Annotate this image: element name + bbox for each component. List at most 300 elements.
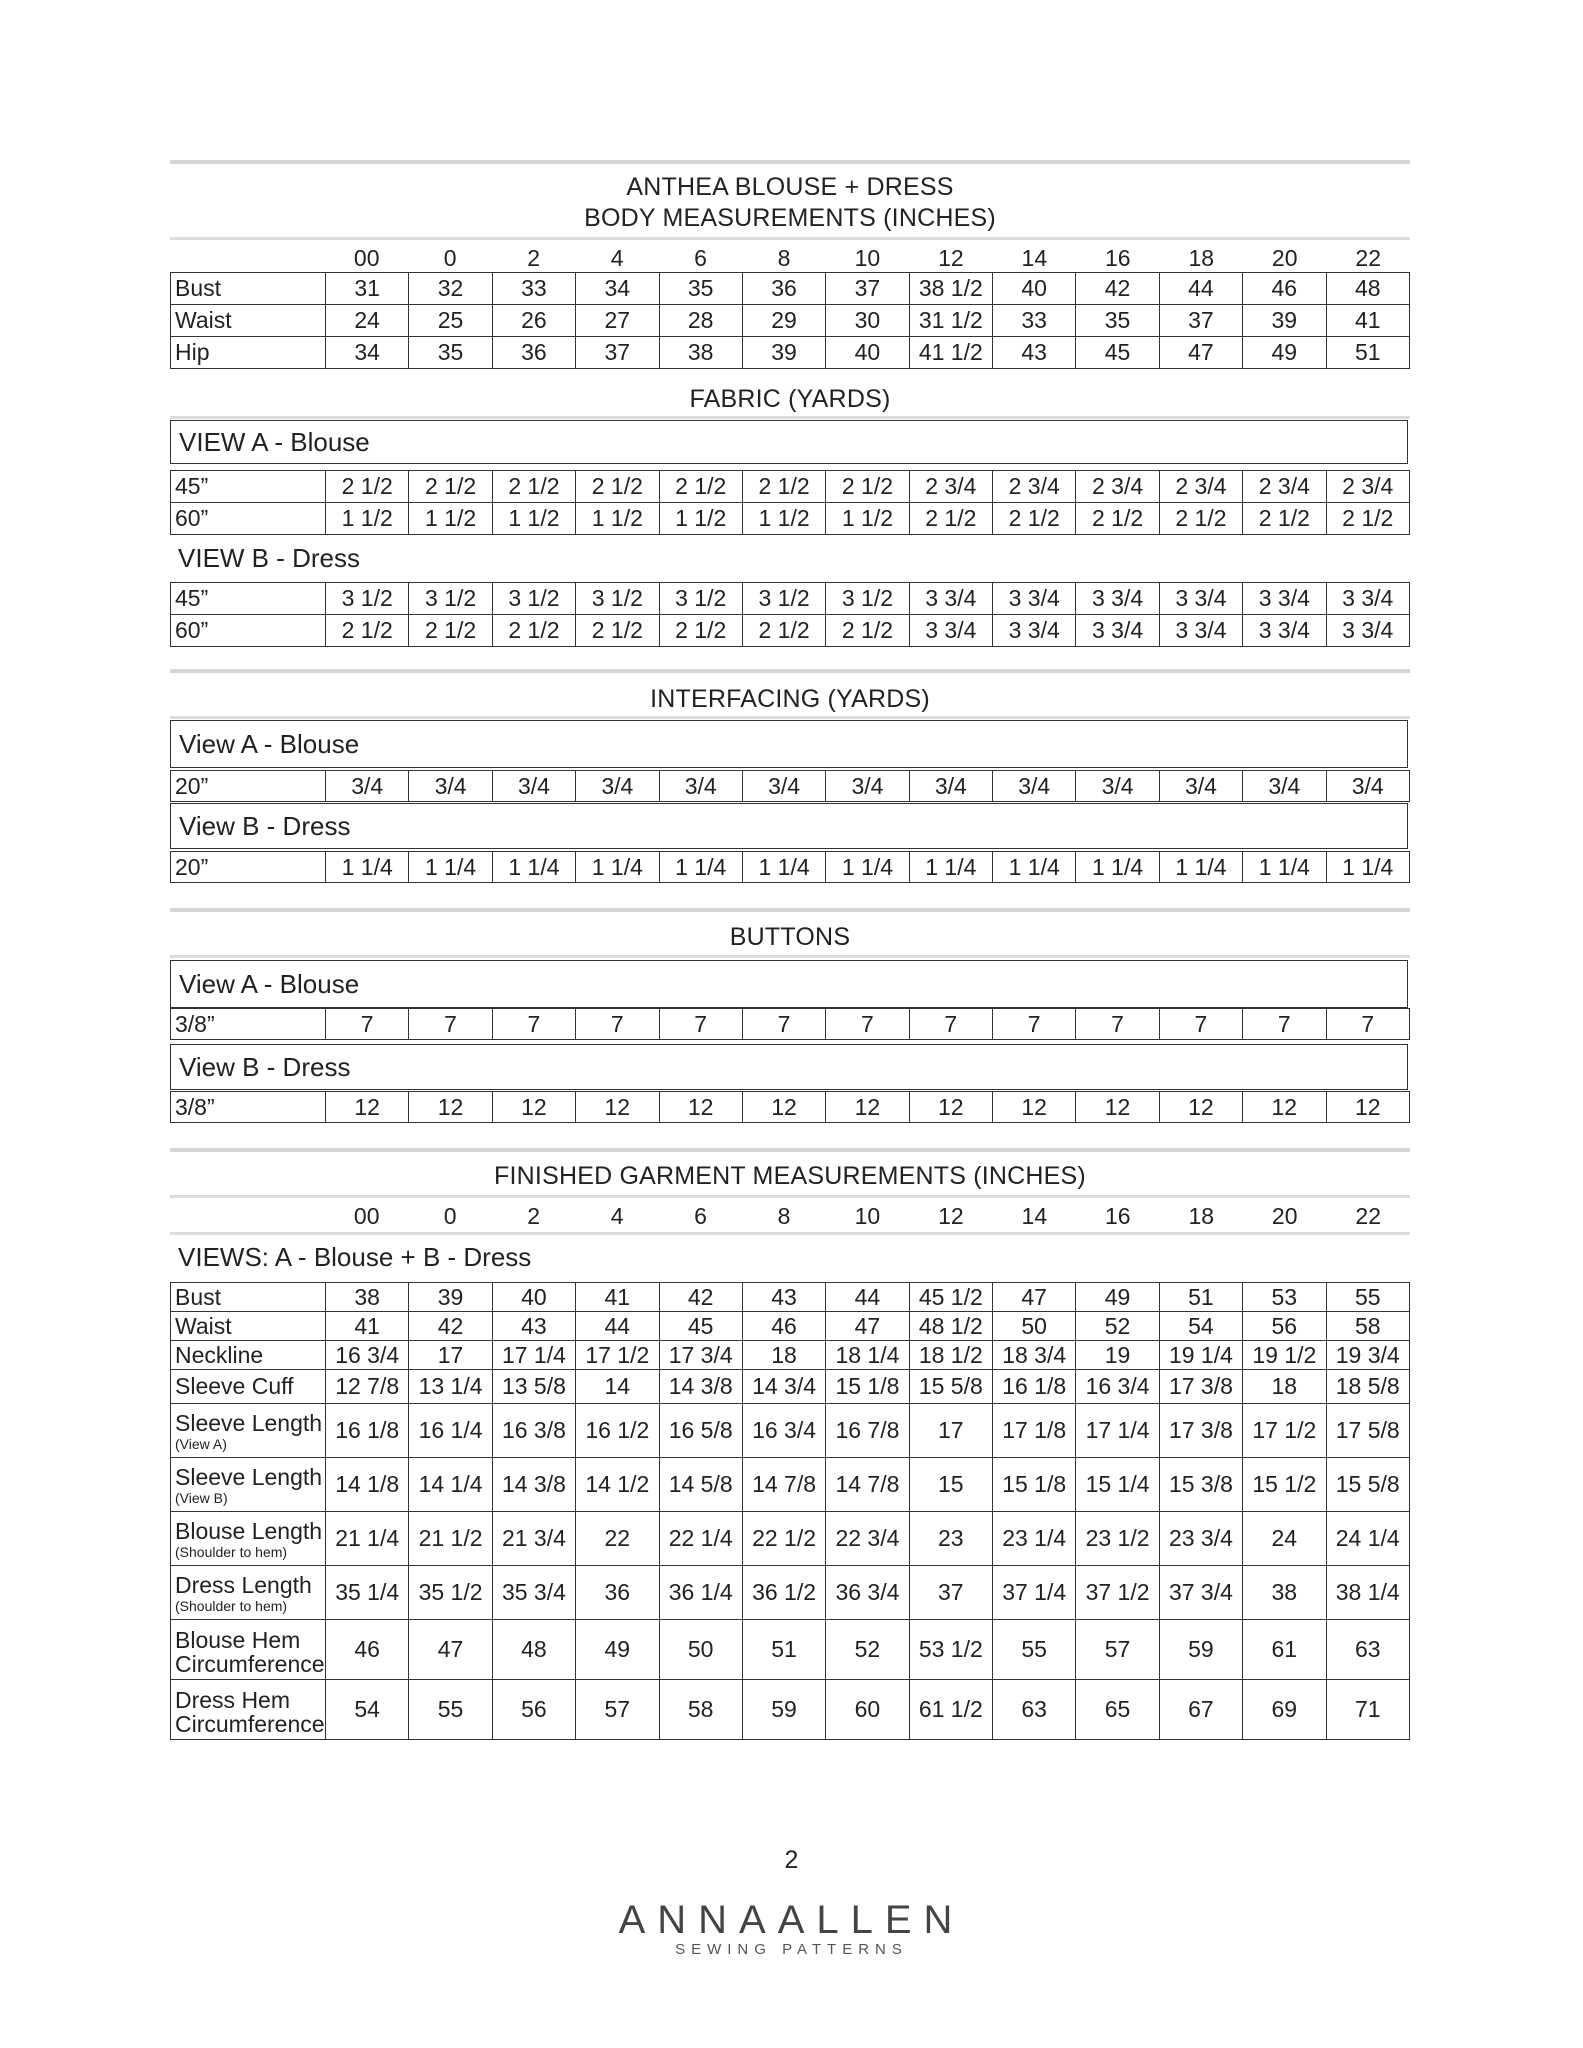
value-cell: 14 5/8 bbox=[659, 1458, 742, 1512]
value-cell: 18 5/8 bbox=[1326, 1370, 1410, 1404]
value-cell: 22 1/4 bbox=[659, 1512, 742, 1566]
value-cell: 7 bbox=[1326, 1009, 1410, 1040]
size-header: 16 bbox=[1105, 1202, 1131, 1229]
value-cell: 37 bbox=[826, 273, 909, 305]
row-label: 20” bbox=[171, 771, 326, 802]
value-cell: 38 1/2 bbox=[909, 273, 992, 305]
size-header: 22 bbox=[1355, 244, 1382, 271]
value-cell: 41 bbox=[576, 1283, 659, 1312]
value-cell: 38 1/4 bbox=[1326, 1566, 1410, 1620]
table-row bbox=[171, 852, 1410, 883]
value-cell: 3 3/4 bbox=[1159, 583, 1242, 615]
table-row bbox=[171, 1512, 1410, 1566]
body-measurements-heading: BODY MEASUREMENTS (INCHES) bbox=[584, 204, 996, 232]
value-cell: 1 1/2 bbox=[492, 503, 575, 535]
value-cell: 31 bbox=[326, 273, 409, 305]
value-cell: 45 1/2 bbox=[909, 1283, 992, 1312]
value-cell: 3 3/4 bbox=[1326, 583, 1410, 615]
table-row bbox=[171, 471, 1410, 503]
value-cell: 23 1/2 bbox=[1076, 1512, 1159, 1566]
value-cell: 40 bbox=[492, 1283, 575, 1312]
value-cell: 49 bbox=[1076, 1283, 1159, 1312]
row-label bbox=[171, 1512, 326, 1566]
size-header: 20 bbox=[1271, 244, 1298, 271]
value-cell: 2 1/2 bbox=[742, 615, 825, 647]
value-cell: 3 3/4 bbox=[993, 583, 1076, 615]
value-cell: 39 bbox=[409, 1283, 492, 1312]
size-header: 2 bbox=[527, 1202, 541, 1229]
value-cell: 13 5/8 bbox=[492, 1370, 575, 1404]
row-label: Waist bbox=[171, 305, 326, 337]
value-cell: 31 1/2 bbox=[909, 305, 992, 337]
value-cell: 1 1/2 bbox=[742, 503, 825, 535]
value-cell: 37 bbox=[909, 1566, 992, 1620]
value-cell: 55 bbox=[1326, 1283, 1410, 1312]
value-cell: 17 1/2 bbox=[576, 1341, 659, 1370]
value-cell: 3 3/4 bbox=[1076, 583, 1159, 615]
value-cell: 3 3/4 bbox=[1076, 615, 1159, 647]
value-cell: 3/4 bbox=[1159, 771, 1242, 802]
value-cell: 16 3/8 bbox=[492, 1404, 575, 1458]
logo-name: ANNAALLEN bbox=[618, 1898, 965, 1942]
value-cell: 51 bbox=[1326, 337, 1410, 369]
divider bbox=[170, 160, 1410, 164]
value-cell: 22 3/4 bbox=[826, 1512, 909, 1566]
value-cell: 35 3/4 bbox=[492, 1566, 575, 1620]
value-cell: 42 bbox=[659, 1283, 742, 1312]
size-header: 14 bbox=[1021, 1202, 1048, 1229]
finished-heading: FINISHED GARMENT MEASUREMENTS (INCHES) bbox=[494, 1162, 1086, 1190]
value-cell: 2 3/4 bbox=[1159, 471, 1242, 503]
fabric-heading: FABRIC (YARDS) bbox=[689, 385, 891, 413]
value-cell: 16 1/8 bbox=[993, 1370, 1076, 1404]
value-cell: 13 1/4 bbox=[409, 1370, 492, 1404]
value-cell: 3 3/4 bbox=[1326, 615, 1410, 647]
size-header: 10 bbox=[854, 1202, 881, 1229]
value-cell: 44 bbox=[576, 1312, 659, 1341]
divider bbox=[170, 237, 1410, 240]
table-row bbox=[171, 771, 1410, 802]
value-cell: 7 bbox=[326, 1009, 409, 1040]
size-header: 00 bbox=[353, 1202, 380, 1229]
value-cell: 3/4 bbox=[1076, 771, 1159, 802]
table-row bbox=[171, 1312, 1410, 1341]
value-cell: 17 5/8 bbox=[1326, 1404, 1410, 1458]
value-cell: 60 bbox=[826, 1680, 909, 1740]
value-cell: 7 bbox=[742, 1009, 825, 1040]
fabric-view-a-table bbox=[170, 470, 1410, 535]
value-cell: 15 1/4 bbox=[1076, 1458, 1159, 1512]
value-cell: 39 bbox=[1243, 305, 1326, 337]
buttons-view-a-label: View A - Blouse bbox=[179, 968, 360, 999]
value-cell: 46 bbox=[1243, 273, 1326, 305]
size-header: 6 bbox=[694, 1202, 707, 1229]
size-header: 12 bbox=[938, 244, 964, 271]
value-cell: 33 bbox=[492, 273, 575, 305]
size-header: 0 bbox=[443, 244, 457, 271]
value-cell: 16 1/4 bbox=[409, 1404, 492, 1458]
table-row bbox=[171, 305, 1410, 337]
value-cell: 23 bbox=[909, 1512, 992, 1566]
divider bbox=[170, 1232, 1410, 1235]
value-cell: 12 bbox=[409, 1092, 492, 1123]
row-label: 45” bbox=[171, 471, 326, 503]
value-cell: 3 3/4 bbox=[1243, 615, 1326, 647]
divider bbox=[170, 669, 1410, 673]
value-cell: 3 3/4 bbox=[909, 583, 992, 615]
value-cell: 52 bbox=[826, 1620, 909, 1680]
value-cell: 19 bbox=[1076, 1341, 1159, 1370]
divider bbox=[170, 416, 1410, 419]
table-row bbox=[171, 615, 1410, 647]
divider bbox=[170, 908, 1410, 912]
value-cell: 34 bbox=[576, 273, 659, 305]
value-cell: 12 bbox=[659, 1092, 742, 1123]
table-row bbox=[171, 1341, 1410, 1370]
size-header: 2 bbox=[527, 244, 541, 271]
row-label: Bust bbox=[171, 273, 326, 305]
value-cell: 15 5/8 bbox=[909, 1370, 992, 1404]
value-cell: 2 1/2 bbox=[326, 471, 409, 503]
value-cell: 35 1/2 bbox=[409, 1566, 492, 1620]
size-header-row bbox=[170, 245, 1410, 271]
value-cell: 23 3/4 bbox=[1159, 1512, 1242, 1566]
value-cell: 7 bbox=[1243, 1009, 1326, 1040]
value-cell: 55 bbox=[409, 1680, 492, 1740]
value-cell: 48 bbox=[492, 1620, 575, 1680]
value-cell: 3 1/2 bbox=[492, 583, 575, 615]
row-label bbox=[171, 1566, 326, 1620]
row-label: 3/8” bbox=[171, 1092, 326, 1123]
value-cell: 2 1/2 bbox=[409, 471, 492, 503]
value-cell: 3 1/2 bbox=[326, 583, 409, 615]
finished-measurements-table bbox=[170, 1282, 1410, 1740]
value-cell: 14 3/4 bbox=[742, 1370, 825, 1404]
value-cell: 3 1/2 bbox=[659, 583, 742, 615]
value-cell: 2 1/2 bbox=[326, 615, 409, 647]
size-header: 0 bbox=[443, 1202, 457, 1229]
value-cell: 32 bbox=[409, 273, 492, 305]
value-cell: 3/4 bbox=[1326, 771, 1410, 802]
pattern-title: ANTHEA BLOUSE + DRESS bbox=[626, 173, 954, 201]
value-cell: 46 bbox=[742, 1312, 825, 1341]
page-number: 2 bbox=[784, 1846, 799, 1874]
value-cell: 14 1/4 bbox=[409, 1458, 492, 1512]
size-header: 4 bbox=[610, 244, 624, 271]
value-cell: 14 7/8 bbox=[742, 1458, 825, 1512]
table-row bbox=[171, 337, 1410, 369]
value-cell: 17 1/2 bbox=[1243, 1404, 1326, 1458]
row-label: Dress Hem Circumference bbox=[171, 1680, 326, 1740]
value-cell: 69 bbox=[1243, 1680, 1326, 1740]
value-cell: 29 bbox=[742, 305, 825, 337]
row-label-text: Dress Length bbox=[175, 1572, 312, 1598]
value-cell: 1 1/4 bbox=[409, 852, 492, 883]
row-label-note: (View A) bbox=[175, 1436, 227, 1453]
value-cell: 41 bbox=[1326, 305, 1410, 337]
row-label: Blouse Hem Circumference bbox=[171, 1620, 326, 1680]
row-label-note: (Shoulder to hem) bbox=[175, 1598, 288, 1615]
buttons-view-a-table bbox=[170, 1008, 1410, 1040]
interfacing-view-a-label: View A - Blouse bbox=[179, 728, 360, 759]
value-cell: 18 1/4 bbox=[826, 1341, 909, 1370]
value-cell: 1 1/4 bbox=[1243, 852, 1326, 883]
value-cell: 1 1/4 bbox=[492, 852, 575, 883]
value-cell: 51 bbox=[1159, 1283, 1242, 1312]
value-cell: 1 1/4 bbox=[993, 852, 1076, 883]
value-cell: 12 bbox=[576, 1092, 659, 1123]
value-cell: 30 bbox=[826, 305, 909, 337]
interfacing-view-b-label: View B - Dress bbox=[179, 810, 351, 841]
value-cell: 41 bbox=[326, 1312, 409, 1341]
value-cell: 1 1/4 bbox=[326, 852, 409, 883]
value-cell: 38 bbox=[659, 337, 742, 369]
value-cell: 2 1/2 bbox=[409, 615, 492, 647]
value-cell: 16 3/4 bbox=[742, 1404, 825, 1458]
value-cell: 40 bbox=[993, 273, 1076, 305]
value-cell: 12 bbox=[909, 1092, 992, 1123]
value-cell: 41 1/2 bbox=[909, 337, 992, 369]
size-header: 18 bbox=[1188, 1202, 1215, 1229]
row-label-text: Sleeve Length bbox=[175, 1464, 323, 1490]
value-cell: 21 3/4 bbox=[492, 1512, 575, 1566]
value-cell: 3/4 bbox=[826, 771, 909, 802]
value-cell: 1 1/2 bbox=[326, 503, 409, 535]
value-cell: 15 bbox=[909, 1458, 992, 1512]
value-cell: 24 1/4 bbox=[1326, 1512, 1410, 1566]
table-row bbox=[171, 1092, 1410, 1123]
buttons-view-b-band bbox=[170, 1044, 1408, 1090]
size-header: 10 bbox=[854, 244, 881, 271]
value-cell: 17 3/8 bbox=[1159, 1404, 1242, 1458]
value-cell: 37 1/4 bbox=[993, 1566, 1076, 1620]
value-cell: 2 3/4 bbox=[993, 471, 1076, 503]
value-cell: 2 1/2 bbox=[1159, 503, 1242, 535]
value-cell: 63 bbox=[993, 1680, 1076, 1740]
value-cell: 47 bbox=[409, 1620, 492, 1680]
value-cell: 12 bbox=[826, 1092, 909, 1123]
value-cell: 7 bbox=[993, 1009, 1076, 1040]
value-cell: 61 bbox=[1243, 1620, 1326, 1680]
divider bbox=[170, 1148, 1410, 1152]
value-cell: 22 1/2 bbox=[742, 1512, 825, 1566]
value-cell: 1 1/4 bbox=[659, 852, 742, 883]
row-label: 45” bbox=[171, 583, 326, 615]
value-cell: 14 1/2 bbox=[576, 1458, 659, 1512]
value-cell: 28 bbox=[659, 305, 742, 337]
table-row bbox=[171, 1283, 1410, 1312]
value-cell: 36 1/2 bbox=[742, 1566, 825, 1620]
value-cell: 36 bbox=[742, 273, 825, 305]
body-measurements-table bbox=[170, 272, 1410, 369]
value-cell: 42 bbox=[409, 1312, 492, 1341]
value-cell: 45 bbox=[1076, 337, 1159, 369]
brand-logo bbox=[0, 1898, 1583, 1958]
interfacing-view-a-table bbox=[170, 770, 1410, 802]
value-cell: 12 bbox=[742, 1092, 825, 1123]
value-cell: 2 1/2 bbox=[1243, 503, 1326, 535]
value-cell: 3 3/4 bbox=[909, 615, 992, 647]
value-cell: 37 3/4 bbox=[1159, 1566, 1242, 1620]
value-cell: 59 bbox=[1159, 1620, 1242, 1680]
value-cell: 36 bbox=[492, 337, 575, 369]
value-cell: 21 1/4 bbox=[326, 1512, 409, 1566]
row-label: Hip bbox=[171, 337, 326, 369]
value-cell: 58 bbox=[659, 1680, 742, 1740]
value-cell: 3 3/4 bbox=[1243, 583, 1326, 615]
value-cell: 36 1/4 bbox=[659, 1566, 742, 1620]
value-cell: 45 bbox=[659, 1312, 742, 1341]
value-cell: 21 1/2 bbox=[409, 1512, 492, 1566]
value-cell: 71 bbox=[1326, 1680, 1410, 1740]
row-label: 20” bbox=[171, 852, 326, 883]
value-cell: 47 bbox=[1159, 337, 1242, 369]
table-row bbox=[171, 1680, 1410, 1740]
header-spacer bbox=[170, 245, 325, 271]
value-cell: 35 1/4 bbox=[326, 1566, 409, 1620]
value-cell: 37 bbox=[576, 337, 659, 369]
value-cell: 19 3/4 bbox=[1326, 1341, 1410, 1370]
value-cell: 2 1/2 bbox=[576, 471, 659, 503]
value-cell: 1 1/4 bbox=[826, 852, 909, 883]
value-cell: 54 bbox=[1159, 1312, 1242, 1341]
value-cell: 16 1/8 bbox=[326, 1404, 409, 1458]
value-cell: 40 bbox=[826, 337, 909, 369]
size-header: 00 bbox=[353, 244, 380, 271]
table-row bbox=[171, 1009, 1410, 1040]
value-cell: 14 3/8 bbox=[492, 1458, 575, 1512]
value-cell: 17 bbox=[909, 1404, 992, 1458]
row-label-note: (Shoulder to hem) bbox=[175, 1544, 288, 1561]
row-label-text: Blouse Length bbox=[175, 1518, 323, 1544]
fabric-view-a-band bbox=[170, 420, 1408, 464]
size-header: 14 bbox=[1021, 244, 1048, 271]
value-cell: 48 bbox=[1326, 273, 1410, 305]
fabric-view-b-table bbox=[170, 582, 1410, 647]
row-label-note: (View B) bbox=[175, 1490, 228, 1507]
value-cell: 18 1/2 bbox=[909, 1341, 992, 1370]
value-cell: 43 bbox=[742, 1283, 825, 1312]
value-cell: 7 bbox=[492, 1009, 575, 1040]
value-cell: 3/4 bbox=[742, 771, 825, 802]
value-cell: 35 bbox=[659, 273, 742, 305]
value-cell: 17 3/4 bbox=[659, 1341, 742, 1370]
value-cell: 2 1/2 bbox=[492, 471, 575, 503]
value-cell: 2 1/2 bbox=[659, 615, 742, 647]
value-cell: 3 3/4 bbox=[1159, 615, 1242, 647]
value-cell: 15 1/8 bbox=[826, 1370, 909, 1404]
value-cell: 14 1/8 bbox=[326, 1458, 409, 1512]
row-label bbox=[171, 1404, 326, 1458]
value-cell: 1 1/4 bbox=[1076, 852, 1159, 883]
table-row bbox=[171, 273, 1410, 305]
value-cell: 56 bbox=[492, 1680, 575, 1740]
value-cell: 18 bbox=[742, 1341, 825, 1370]
value-cell: 2 3/4 bbox=[1326, 471, 1410, 503]
value-cell: 55 bbox=[993, 1620, 1076, 1680]
row-label bbox=[171, 1458, 326, 1512]
value-cell: 15 1/2 bbox=[1243, 1458, 1326, 1512]
value-cell: 15 3/8 bbox=[1159, 1458, 1242, 1512]
value-cell: 2 1/2 bbox=[1326, 503, 1410, 535]
value-cell: 7 bbox=[659, 1009, 742, 1040]
value-cell: 17 3/8 bbox=[1159, 1370, 1242, 1404]
interfacing-view-a-band bbox=[170, 720, 1408, 768]
value-cell: 67 bbox=[1159, 1680, 1242, 1740]
value-cell: 2 1/2 bbox=[576, 615, 659, 647]
value-cell: 7 bbox=[826, 1009, 909, 1040]
value-cell: 26 bbox=[492, 305, 575, 337]
value-cell: 19 1/2 bbox=[1243, 1341, 1326, 1370]
value-cell: 1 1/4 bbox=[909, 852, 992, 883]
finished-size-header bbox=[170, 1203, 1410, 1229]
value-cell: 12 bbox=[1159, 1092, 1242, 1123]
divider bbox=[170, 1195, 1410, 1198]
value-cell: 2 1/2 bbox=[742, 471, 825, 503]
value-cell: 3/4 bbox=[909, 771, 992, 802]
value-cell: 24 bbox=[326, 305, 409, 337]
value-cell: 38 bbox=[1243, 1566, 1326, 1620]
value-cell: 46 bbox=[326, 1620, 409, 1680]
value-cell: 47 bbox=[993, 1283, 1076, 1312]
interfacing-view-b-band bbox=[170, 803, 1408, 849]
value-cell: 3/4 bbox=[409, 771, 492, 802]
value-cell: 42 bbox=[1076, 273, 1159, 305]
value-cell: 3 3/4 bbox=[993, 615, 1076, 647]
value-cell: 59 bbox=[742, 1680, 825, 1740]
value-cell: 1 1/4 bbox=[576, 852, 659, 883]
value-cell: 15 5/8 bbox=[1326, 1458, 1410, 1512]
value-cell: 16 5/8 bbox=[659, 1404, 742, 1458]
row-label: Waist bbox=[171, 1312, 326, 1341]
fabric-view-a-label: VIEW A - Blouse bbox=[179, 426, 370, 457]
value-cell: 49 bbox=[1243, 337, 1326, 369]
value-cell: 3 1/2 bbox=[576, 583, 659, 615]
value-cell: 34 bbox=[326, 337, 409, 369]
table-row bbox=[171, 583, 1410, 615]
size-header: 18 bbox=[1188, 244, 1215, 271]
value-cell: 22 bbox=[576, 1512, 659, 1566]
interfacing-view-b-table bbox=[170, 851, 1410, 883]
value-cell: 12 7/8 bbox=[326, 1370, 409, 1404]
value-cell: 3 1/2 bbox=[742, 583, 825, 615]
value-cell: 56 bbox=[1243, 1312, 1326, 1341]
divider bbox=[170, 955, 1410, 958]
value-cell: 14 3/8 bbox=[659, 1370, 742, 1404]
value-cell: 53 1/2 bbox=[909, 1620, 992, 1680]
value-cell: 12 bbox=[1326, 1092, 1410, 1123]
header-spacer bbox=[170, 1203, 325, 1229]
interfacing-heading: INTERFACING (YARDS) bbox=[650, 685, 930, 713]
value-cell: 16 1/2 bbox=[576, 1404, 659, 1458]
body-size-header bbox=[170, 245, 1410, 271]
size-header: 20 bbox=[1271, 1202, 1298, 1229]
buttons-heading: BUTTONS bbox=[729, 923, 851, 951]
value-cell: 7 bbox=[1159, 1009, 1242, 1040]
value-cell: 16 3/4 bbox=[326, 1341, 409, 1370]
value-cell: 47 bbox=[826, 1312, 909, 1341]
row-label: Bust bbox=[171, 1283, 326, 1312]
value-cell: 12 bbox=[326, 1092, 409, 1123]
value-cell: 3 1/2 bbox=[826, 583, 909, 615]
table-row bbox=[171, 503, 1410, 535]
divider bbox=[170, 716, 1410, 719]
size-header: 22 bbox=[1355, 1202, 1382, 1229]
value-cell: 18 3/4 bbox=[993, 1341, 1076, 1370]
size-header-row bbox=[170, 1203, 1410, 1229]
value-cell: 1 1/4 bbox=[742, 852, 825, 883]
value-cell: 23 1/4 bbox=[993, 1512, 1076, 1566]
